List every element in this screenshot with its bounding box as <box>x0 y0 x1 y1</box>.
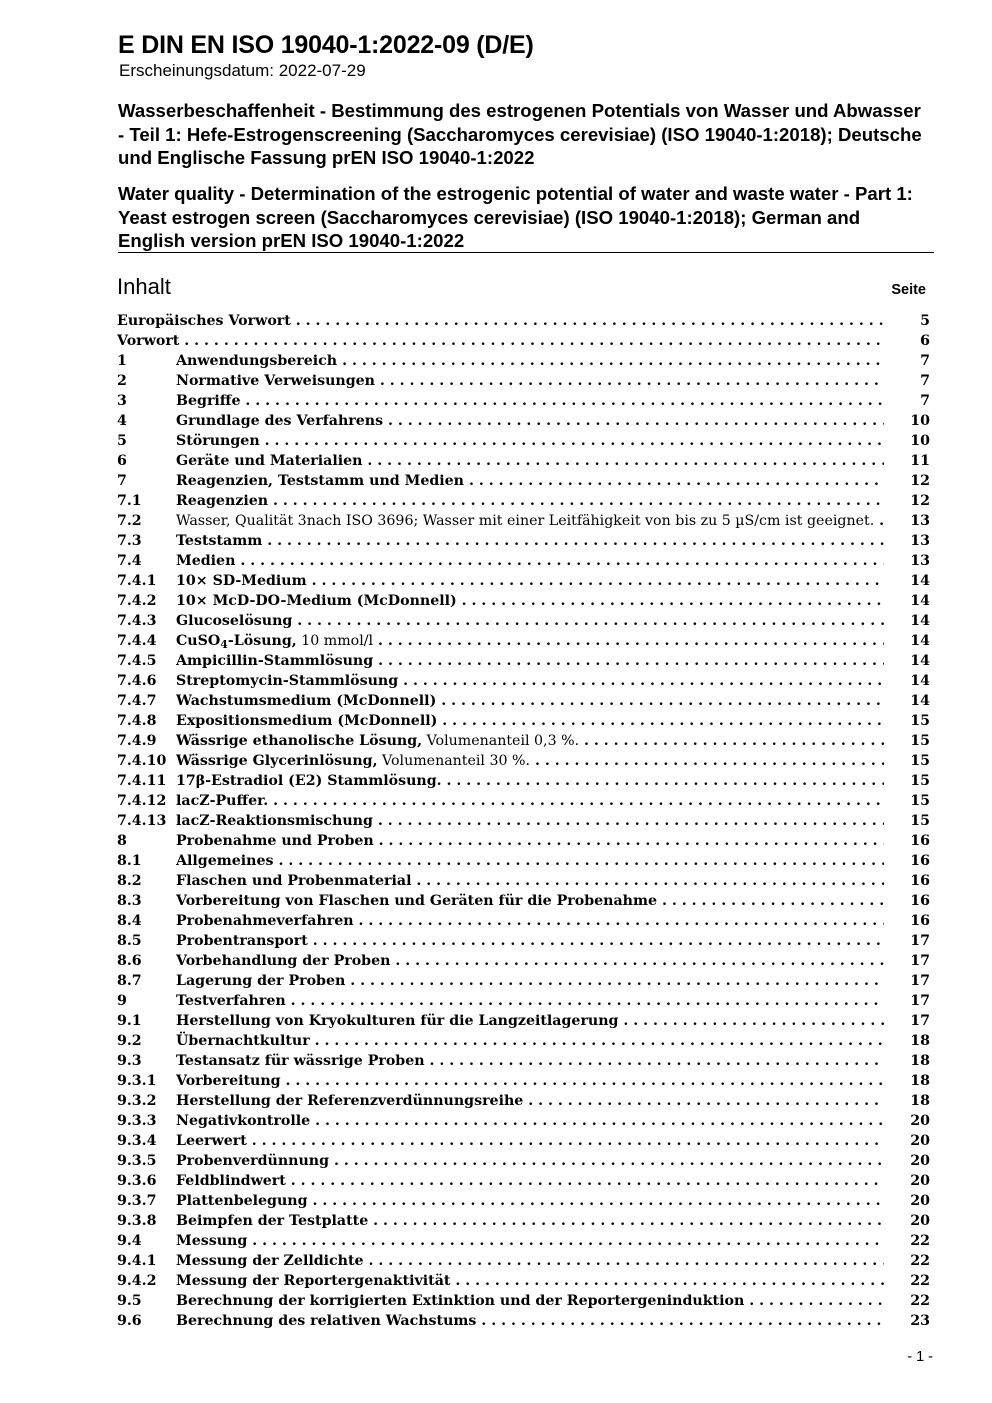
toc-entry-leader <box>176 851 884 871</box>
toc-entry-title: Grundlage des Verfahrens <box>176 413 384 429</box>
page-number: - 1 - <box>907 1349 933 1365</box>
toc-entry-leader <box>176 1231 884 1251</box>
toc-entry-leader <box>176 971 884 991</box>
toc-entry-page: 15 <box>910 733 930 749</box>
toc-entry-number: 2 <box>117 373 127 389</box>
toc-entry-title-note: 10 mmol/l <box>296 633 374 649</box>
toc-entry-leader <box>176 1151 884 1171</box>
toc-entry-title: Flaschen und Probenmaterial <box>176 873 412 889</box>
toc-entry-page: 6 <box>920 333 930 349</box>
toc-entry[interactable] <box>117 491 930 511</box>
toc-entry-page: 16 <box>910 853 930 869</box>
toc-entry[interactable] <box>117 1111 930 1131</box>
toc-entry-number: 7.4.11 <box>117 773 167 789</box>
toc-entry-leader <box>176 751 884 771</box>
toc-entry-leader <box>176 411 884 431</box>
toc-entry[interactable] <box>117 1291 930 1311</box>
toc-entry-leader <box>176 391 884 411</box>
toc-entry-number: 8.1 <box>117 853 142 869</box>
toc-entry-page: 17 <box>910 1013 930 1029</box>
toc-entry-number: 7.4.3 <box>117 613 157 629</box>
toc-entry-leader <box>176 931 884 951</box>
toc-entry-number: 7.4.1 <box>117 573 157 589</box>
toc-entry-title: Herstellung der Referenzverdünnungsreihe <box>176 1093 524 1109</box>
toc-entry-title-main: Wässrige ethanolische Lösung, <box>176 733 423 749</box>
toc-entry-page: 13 <box>910 553 930 569</box>
toc-entry-leader <box>176 431 884 451</box>
toc-entry-leader <box>176 1271 884 1291</box>
toc-entry-page: 14 <box>910 573 930 589</box>
toc-entry-page: 20 <box>910 1173 930 1189</box>
toc-entry-page: 7 <box>920 353 930 369</box>
toc-entry-title: Vorbereitung <box>176 1073 281 1089</box>
toc-entry-leader <box>176 1191 884 1211</box>
toc-entry-title: Leerwert <box>176 1133 247 1149</box>
toc-entry-page: 16 <box>910 833 930 849</box>
toc-entry-number: 7.4.13 <box>117 813 167 829</box>
toc-entry-number: 9.6 <box>117 1313 142 1329</box>
toc-entry[interactable] <box>117 471 930 491</box>
toc-entry-title: Teststamm <box>176 533 263 549</box>
toc-entry-title: Reagenzien, Teststamm und Medien <box>176 473 465 489</box>
document-id: E DIN EN ISO 19040-1:2022-09 (D/E) <box>118 31 534 59</box>
toc-entry[interactable] <box>117 951 930 971</box>
toc-entry-title: Probentransport <box>176 933 308 949</box>
title-german: Wasserbeschaffenheit - Bestimmung des estrogenen Potentials von Wasser und Abwasser - Teil 1: Hefe-Estrogenscreening (Saccharomyces cerevisiae) (ISO 19040-1:2018); Deutsche und Englische Fassung prEN ISO 19040-1:2022 <box>118 100 922 168</box>
toc-entry-leader <box>176 631 884 651</box>
toc-entry-title: Messung der Zelldichte <box>176 1253 364 1269</box>
toc-entry-title: Testverfahren <box>176 993 286 1009</box>
toc-entry-number: 9.3.3 <box>117 1113 157 1129</box>
toc-entry-number: 9.5 <box>117 1293 142 1309</box>
toc-entry-number: 8.5 <box>117 933 142 949</box>
toc-entry-title: 17β-Estradiol (E2) Stammlösung. <box>176 773 442 789</box>
toc-entry-leader <box>176 551 884 571</box>
toc-entry-number: 7.4.2 <box>117 593 157 609</box>
toc-entry-leader <box>176 1071 884 1091</box>
toc-entry-number: 9.3.1 <box>117 1073 157 1089</box>
toc-entry-title: Normative Verweisungen <box>176 373 375 389</box>
toc-entry-number: 9.2 <box>117 1033 142 1049</box>
toc-entry-page: 12 <box>910 493 930 509</box>
toc-entry-number: 9 <box>117 993 127 1009</box>
toc-entry[interactable] <box>117 1151 930 1171</box>
toc-entry-number: 9.4.1 <box>117 1253 157 1269</box>
toc-entry-leader <box>176 991 884 1011</box>
toc-entry-title: Expositionsmedium (McDonnell) <box>176 713 438 729</box>
toc-entry-number: 9.3.4 <box>117 1133 157 1149</box>
toc-entry-leader <box>176 791 884 811</box>
toc-entry-page: 14 <box>910 673 930 689</box>
toc-entry-page: 11 <box>910 453 930 469</box>
toc-entry[interactable] <box>117 771 930 791</box>
toc-entry-number: 8.3 <box>117 893 142 909</box>
toc-entry-leader <box>176 771 884 791</box>
toc-entry-title: Übernachtkultur <box>176 1033 310 1049</box>
toc-entry-title <box>176 633 373 649</box>
toc-entry-page: 15 <box>910 813 930 829</box>
table-of-contents <box>117 311 930 1331</box>
toc-entry-title: Negativkontrolle <box>176 1113 311 1129</box>
toc-entry-title: Probenahmeverfahren <box>176 913 354 929</box>
toc-entry-page: 20 <box>910 1193 930 1209</box>
toc-entry-title: Vorbereitung von Flaschen und Geräten für die Probenahme <box>176 893 658 909</box>
toc-entry-title: Wachstumsmedium (McDonnell) <box>176 693 437 709</box>
toc-entry[interactable] <box>117 631 930 651</box>
toc-entry-page: 16 <box>910 893 930 909</box>
toc-entry-page: 22 <box>910 1273 930 1289</box>
toc-entry-number: 7.4.4 <box>117 633 157 649</box>
toc-entry-number: 7.4.7 <box>117 693 157 709</box>
toc-entry[interactable] <box>117 511 930 531</box>
toc-entry-page: 17 <box>910 933 930 949</box>
toc-entry-number: 7.4.12 <box>117 793 167 809</box>
toc-entry-page: 18 <box>910 1053 930 1069</box>
toc-entry-page: 14 <box>910 593 930 609</box>
toc-entry-leader <box>176 1291 884 1311</box>
toc-entry[interactable] <box>117 811 930 831</box>
toc-entry-title: Reagenzien <box>176 493 269 509</box>
toc-entry-page: 20 <box>910 1213 930 1229</box>
toc-entry-page: 22 <box>910 1233 930 1249</box>
toc-entry-leader <box>176 1111 884 1131</box>
toc-entry-page: 20 <box>910 1113 930 1129</box>
toc-page-column-label: Seite <box>891 282 926 298</box>
toc-entry-title: Europäisches Vorwort <box>117 313 291 329</box>
toc-entry-number: 8 <box>117 833 127 849</box>
toc-entry-title: Testansatz für wässrige Proben <box>176 1053 425 1069</box>
toc-entry[interactable] <box>117 351 930 371</box>
toc-entry-leader <box>176 891 884 911</box>
toc-entry-leader <box>117 311 884 331</box>
toc-entry-leader <box>176 1211 884 1231</box>
toc-entry[interactable] <box>117 1211 930 1231</box>
toc-entry-page: 10 <box>910 413 930 429</box>
toc-entry[interactable] <box>117 1031 930 1051</box>
toc-entry-page: 7 <box>920 373 930 389</box>
toc-entry-page: 15 <box>910 773 930 789</box>
toc-entry-page: 17 <box>910 973 930 989</box>
toc-entry-leader <box>117 331 884 351</box>
toc-entry-number: 9.4 <box>117 1233 142 1249</box>
toc-entry-page: 13 <box>910 513 930 529</box>
toc-entry-leader <box>176 811 884 831</box>
toc-entry-title: Feldblindwert <box>176 1173 286 1189</box>
toc-entry[interactable] <box>117 971 930 991</box>
toc-entry-page: 22 <box>910 1293 930 1309</box>
toc-entry-page: 16 <box>910 873 930 889</box>
toc-entry[interactable] <box>117 391 930 411</box>
toc-entry-title: lacZ-Puffer. <box>176 793 269 809</box>
toc-entry-title: Ampicillin-Stammlösung <box>176 653 374 669</box>
toc-entry-title: Plattenbelegung <box>176 1193 308 1209</box>
toc-entry-page: 5 <box>920 313 930 329</box>
toc-entry-title: Herstellung von Kryokulturen für die Langzeitlagerung <box>176 1013 619 1029</box>
toc-entry-page: 23 <box>910 1313 930 1329</box>
toc-entry-title-rest: -Lösung, <box>227 633 297 649</box>
toc-entry[interactable] <box>117 531 930 551</box>
toc-entry-number: 9.3.8 <box>117 1213 157 1229</box>
toc-entry-title: Berechnung des relativen Wachstums <box>176 1313 477 1329</box>
toc-entry-title: Störungen <box>176 433 260 449</box>
toc-entry-number: 7.4.10 <box>117 753 167 769</box>
toc-entry-number: 7.1 <box>117 493 142 509</box>
toc-entry-title: Glucoselösung <box>176 613 293 629</box>
toc-entry[interactable] <box>117 1071 930 1091</box>
toc-entry[interactable] <box>117 431 930 451</box>
toc-entry-page: 17 <box>910 993 930 1009</box>
toc-entry-leader <box>176 1031 884 1051</box>
toc-entry-title: Vorbehandlung der Proben <box>176 953 391 969</box>
toc-entry[interactable] <box>117 911 930 931</box>
toc-entry-number: 5 <box>117 433 127 449</box>
toc-entry-title: Beimpfen der Testplatte <box>176 1213 369 1229</box>
toc-entry-leader <box>176 691 884 711</box>
toc-entry-title-subscript: 4 <box>220 638 228 651</box>
toc-entry[interactable] <box>117 1131 930 1151</box>
toc-entry[interactable] <box>117 891 930 911</box>
toc-entry-title: Lagerung der Proben <box>176 973 346 989</box>
toc-entry-number: 9.3 <box>117 1053 142 1069</box>
toc-entry-number: 9.4.2 <box>117 1273 157 1289</box>
toc-entry-number: 8.4 <box>117 913 142 929</box>
toc-entry-page: 10 <box>910 433 930 449</box>
toc-entry[interactable] <box>117 991 930 1011</box>
toc-entry[interactable] <box>117 1091 930 1111</box>
header-divider <box>118 252 934 253</box>
toc-entry-leader <box>176 611 884 631</box>
toc-heading: Inhalt <box>117 274 171 299</box>
toc-entry[interactable] <box>117 1311 930 1331</box>
toc-entry-page: 14 <box>910 633 930 649</box>
toc-entry-title: Allgemeines <box>176 853 274 869</box>
toc-entry-number: 9.3.5 <box>117 1153 157 1169</box>
toc-entry-title: 10× McD-DO-Medium (McDonnell) <box>176 593 457 609</box>
toc-entry[interactable] <box>117 651 930 671</box>
toc-entry[interactable] <box>117 731 930 751</box>
toc-entry-leader <box>176 871 884 891</box>
toc-entry-page: 17 <box>910 953 930 969</box>
toc-entry-title: Vorwort <box>117 333 180 349</box>
toc-entry[interactable] <box>117 1051 930 1071</box>
toc-entry-leader <box>176 951 884 971</box>
toc-entry[interactable] <box>117 671 930 691</box>
toc-entry-page: 12 <box>910 473 930 489</box>
toc-entry-number: 8.2 <box>117 873 142 889</box>
toc-entry-title: Berechnung der korrigierten Extinktion und der Reportergeninduktion <box>176 1293 745 1309</box>
toc-entry-number: 7.4 <box>117 553 142 569</box>
toc-entry[interactable] <box>117 831 930 851</box>
toc-entry-page: 18 <box>910 1093 930 1109</box>
toc-entry-leader <box>176 911 884 931</box>
toc-entry[interactable] <box>117 711 930 731</box>
toc-entry-title-note: Volumenanteil 0,3 %. <box>422 733 580 749</box>
toc-entry-number: 9.3.6 <box>117 1173 157 1189</box>
toc-entry[interactable] <box>117 1171 930 1191</box>
toc-entry-title: Geräte und Materialien <box>176 453 363 469</box>
toc-entry-leader <box>176 671 884 691</box>
toc-entry-page: 22 <box>910 1253 930 1269</box>
toc-entry[interactable] <box>117 311 930 331</box>
toc-entry-leader <box>176 571 884 591</box>
toc-entry-title <box>176 733 579 749</box>
toc-entry-number: 1 <box>117 353 127 369</box>
toc-entry-number: 4 <box>117 413 127 429</box>
toc-entry-number: 7.4.9 <box>117 733 157 749</box>
toc-entry-page: 20 <box>910 1133 930 1149</box>
toc-entry-leader <box>176 831 884 851</box>
toc-entry-title: 10× SD-Medium <box>176 573 307 589</box>
toc-entry[interactable] <box>117 791 930 811</box>
toc-entry-page: 15 <box>910 793 930 809</box>
toc-entry[interactable] <box>117 1191 930 1211</box>
toc-entry-title <box>176 753 530 769</box>
toc-entry-leader <box>176 731 884 751</box>
toc-entry-page: 15 <box>910 753 930 769</box>
toc-entry-number: 9.3.7 <box>117 1193 157 1209</box>
toc-entry-number: 7.4.5 <box>117 653 157 669</box>
toc-entry-page: 7 <box>920 393 930 409</box>
toc-entry-leader <box>176 591 884 611</box>
toc-entry-title: Probenahme und Proben <box>176 833 374 849</box>
toc-entry-number: 9.1 <box>117 1013 142 1029</box>
toc-entry-leader <box>176 1051 884 1071</box>
toc-entry-leader <box>176 531 884 551</box>
toc-entry-page: 18 <box>910 1033 930 1049</box>
toc-entry-title: Wasser, Qualität 3nach ISO 3696; Wasser mit einer Leitfähigkeit von bis zu 5 µS/cm ist geeignet. <box>176 513 875 529</box>
toc-entry-page: 15 <box>910 713 930 729</box>
toc-entry-number: 7.3 <box>117 533 142 549</box>
toc-entry-title: Messung der Reportergenaktivität <box>176 1273 451 1289</box>
toc-entry-page: 14 <box>910 653 930 669</box>
toc-entry[interactable] <box>117 571 930 591</box>
toc-entry-page: 14 <box>910 693 930 709</box>
toc-entry-number: 8.6 <box>117 953 142 969</box>
toc-entry[interactable] <box>117 931 930 951</box>
toc-entry[interactable] <box>117 1231 930 1251</box>
toc-entry-title-main: CuSO <box>176 633 221 649</box>
toc-entry-leader <box>176 351 884 371</box>
toc-entry-title: Streptomycin-Stammlösung <box>176 673 399 689</box>
toc-entry[interactable] <box>117 331 930 351</box>
toc-entry-leader <box>176 511 884 531</box>
toc-entry-leader <box>176 1131 884 1151</box>
toc-entry[interactable] <box>117 411 930 431</box>
toc-entry-page: 14 <box>910 613 930 629</box>
toc-entry-number: 3 <box>117 393 127 409</box>
toc-entry[interactable] <box>117 451 930 471</box>
toc-entry-leader <box>176 491 884 511</box>
toc-entry-number: 6 <box>117 453 127 469</box>
toc-entry-title-main: Wässrige Glycerinlösung, <box>176 753 378 769</box>
toc-entry-leader <box>176 471 884 491</box>
toc-entry-leader <box>176 1011 884 1031</box>
toc-entry-leader <box>176 1311 884 1331</box>
toc-entry-leader <box>176 1171 884 1191</box>
toc-entry[interactable] <box>117 691 930 711</box>
toc-entry-title: Anwendungsbereich <box>176 353 338 369</box>
toc-entry[interactable] <box>117 1271 930 1291</box>
toc-entry[interactable] <box>117 371 930 391</box>
toc-entry-number: 7.2 <box>117 513 142 529</box>
toc-entry-leader <box>176 1091 884 1111</box>
toc-entry-title: Messung <box>176 1233 248 1249</box>
toc-entry-page: 20 <box>910 1153 930 1169</box>
toc-entry-number: 7 <box>117 473 127 489</box>
toc-entry-leader <box>176 1251 884 1271</box>
toc-entry[interactable] <box>117 1251 930 1271</box>
toc-entry[interactable] <box>117 851 930 871</box>
publication-date: Erscheinungsdatum: 2022-07-29 <box>119 61 366 80</box>
toc-entry-title: Probenverdünnung <box>176 1153 330 1169</box>
toc-entry-number: 7.4.8 <box>117 713 157 729</box>
toc-entry-title: Begriffe <box>176 393 241 409</box>
toc-entry[interactable] <box>117 871 930 891</box>
toc-entry[interactable] <box>117 611 930 631</box>
toc-entry-page: 13 <box>910 533 930 549</box>
toc-entry[interactable] <box>117 1011 930 1031</box>
toc-entry-page: 18 <box>910 1073 930 1089</box>
toc-entry-number: 7.4.6 <box>117 673 157 689</box>
toc-entry-leader <box>176 451 884 471</box>
toc-entry-page: 16 <box>910 913 930 929</box>
toc-entry-number: 9.3.2 <box>117 1093 157 1109</box>
title-english: Water quality - Determination of the estrogenic potential of water and waste water - Part 1: Yeast estrogen screen (Saccharomyces cerevisiae) (ISO 19040-1:2018); German and English version prEN ISO 19040-1:2022 <box>118 183 913 251</box>
toc-entry-leader <box>176 711 884 731</box>
toc-entry-leader <box>176 371 884 391</box>
toc-entry-title: Medien <box>176 553 236 569</box>
toc-entry-leader <box>176 651 884 671</box>
toc-entry[interactable] <box>117 751 930 771</box>
toc-entry-number: 8.7 <box>117 973 142 989</box>
toc-entry-title-note: Volumenanteil 30 %. <box>377 753 531 769</box>
toc-entry[interactable] <box>117 591 930 611</box>
toc-entry-title: lacZ-Reaktionsmischung <box>176 813 373 829</box>
toc-entry[interactable] <box>117 551 930 571</box>
